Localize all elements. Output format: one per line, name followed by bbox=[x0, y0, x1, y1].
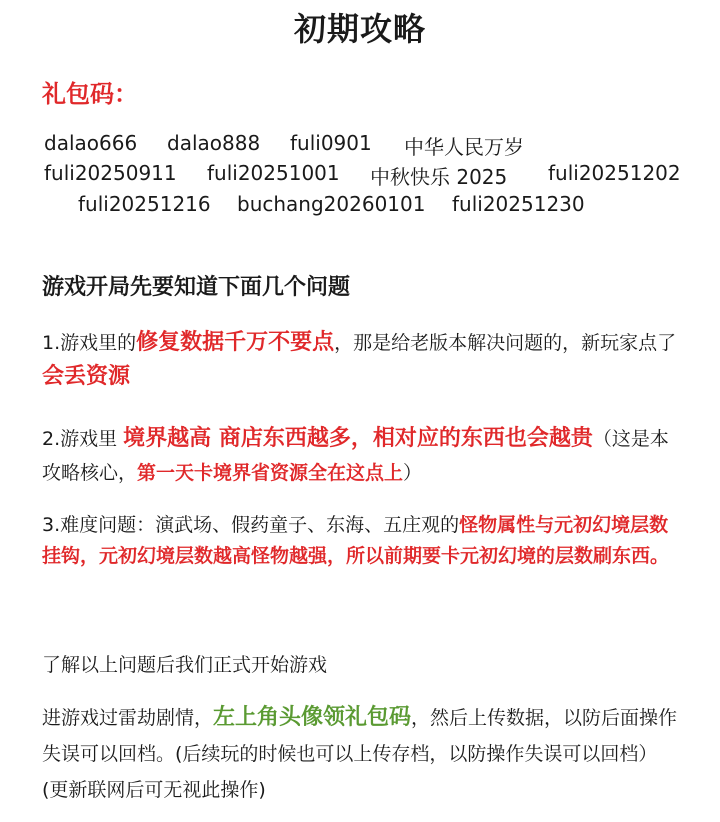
text: 进游戏过雷劫剧情， bbox=[42, 707, 214, 729]
gift-code: fuli0901 bbox=[290, 131, 372, 155]
page-title: 初期攻略 bbox=[293, 10, 426, 48]
start-paragraph bbox=[42, 700, 682, 808]
highlight: 第一天卡境界省资源全在这点上 bbox=[137, 462, 404, 484]
text: ，然后上传数据，以防后面操作失误可以回档。(后续玩的时候也可以上传存档，以防操作失误可以回档）(更新联网后可无视此操作) bbox=[42, 707, 678, 801]
gift-code: buchang20260101 bbox=[237, 192, 426, 216]
issues-heading: 游戏开局先要知道下面几个问题 bbox=[42, 275, 351, 300]
highlight: 修复数据千万不要点 bbox=[136, 330, 335, 355]
text: 3.难度问题：演武场、假药童子、东海、五庄观的 bbox=[42, 514, 460, 536]
issue-paragraph-2 bbox=[42, 422, 682, 490]
gift-code: dalao666 bbox=[44, 131, 138, 155]
gift-code: fuli20251230 bbox=[452, 192, 585, 216]
highlight: 怪物属性与元初幻境层数挂钩，元初幻境层数越高怪物越强，所以前期要卡元初幻境的层数刷东西。 bbox=[42, 514, 670, 567]
gift-code: 中秋快乐 2025 bbox=[370, 165, 508, 189]
issue-paragraph-3 bbox=[42, 510, 682, 572]
highlight: 会丢资源 bbox=[42, 364, 131, 389]
gift-code: fuli20250911 bbox=[44, 161, 177, 185]
text: （这是本攻略核心， bbox=[42, 428, 669, 484]
gift-code: fuli20251216 bbox=[78, 192, 211, 216]
text: 2.游戏里 bbox=[42, 428, 124, 450]
gift-code: 中华人民万岁 bbox=[404, 135, 524, 159]
start-intro: 了解以上问题后我们正式开始游戏 bbox=[42, 654, 328, 676]
gift-code-heading: 礼包码： bbox=[42, 80, 138, 108]
text: ） bbox=[403, 462, 423, 484]
issue-paragraph-1 bbox=[42, 326, 682, 394]
text: ，那是给老版本解决问题的，新玩家点了 bbox=[334, 332, 677, 354]
highlight: 境界越高 商店东西越多，相对应的东西也会越贵 bbox=[123, 426, 593, 451]
highlight: 左上角头像领礼包码 bbox=[213, 705, 412, 730]
gift-code: fuli20251202 bbox=[548, 161, 681, 185]
text: 1.游戏里的 bbox=[42, 332, 137, 354]
gift-code: dalao888 bbox=[167, 131, 261, 155]
gift-code: fuli20251001 bbox=[207, 161, 340, 185]
